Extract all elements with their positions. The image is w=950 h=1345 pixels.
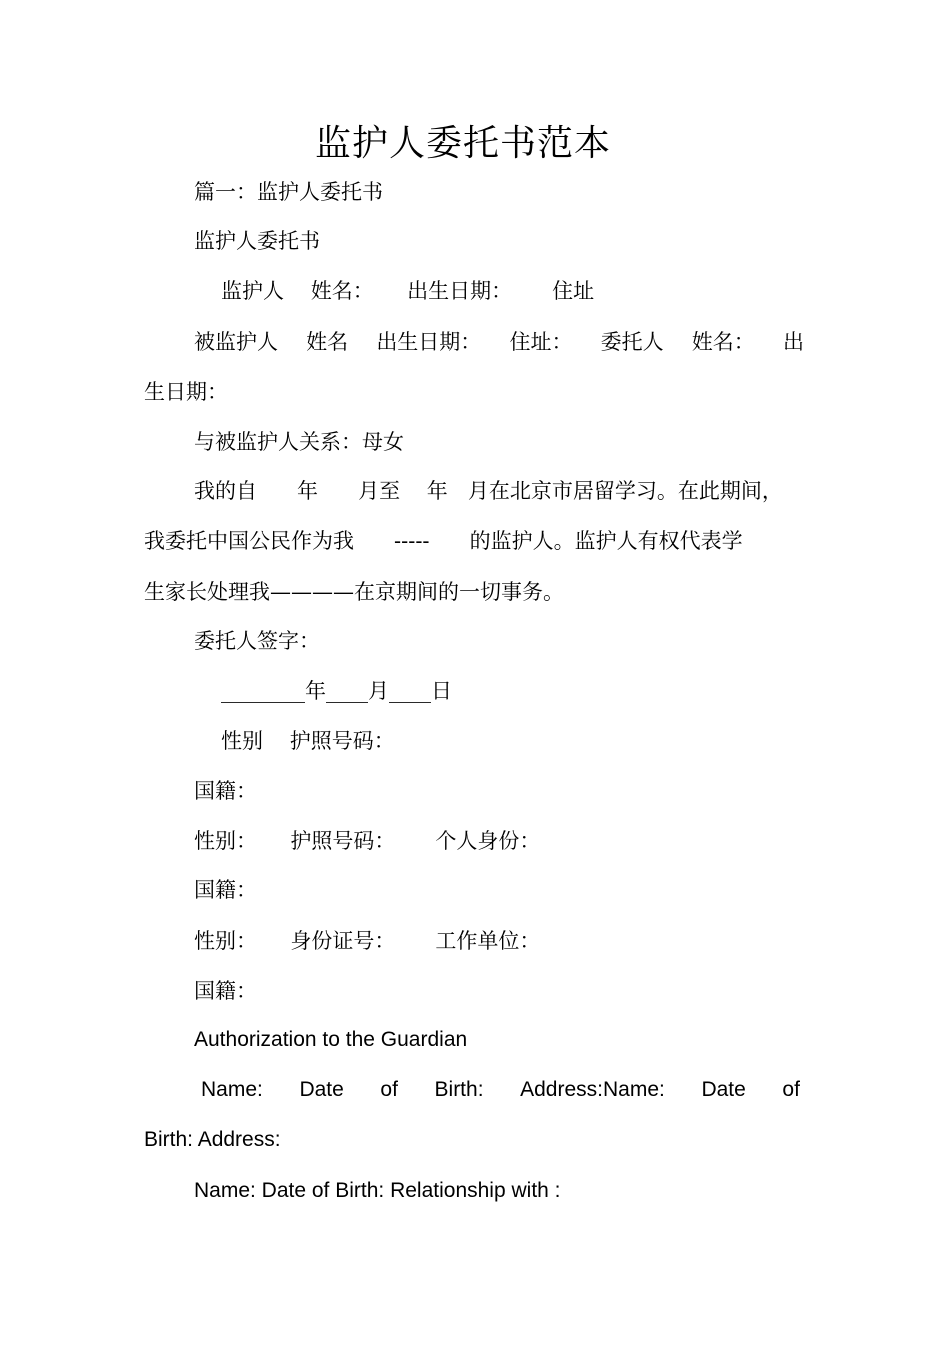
nationality-line: 国籍： <box>194 979 257 1003</box>
relationship-line: 与被监护人关系：母女 <box>194 430 404 454</box>
english-fields-part: Birth: <box>434 1078 484 1101</box>
gender-passport-id-line: 性别： 护照号码： 个人身份： <box>194 829 541 853</box>
ward-fields-part: 委托人 <box>600 330 664 354</box>
english-fields-part: of <box>782 1078 800 1101</box>
nationality-line: 国籍： <box>194 779 257 803</box>
english-fields-part: of <box>380 1078 398 1101</box>
english-fields-line: Name: Date of Birth: Relationship with : <box>194 1179 561 1202</box>
subheading: 监护人委托书 <box>194 229 320 253</box>
ward-fields-part: 住址： <box>509 330 573 354</box>
english-fields-part: Date <box>299 1078 344 1101</box>
english-fields-part: Name: <box>201 1078 263 1101</box>
ward-fields-continued: 生日期： <box>144 380 228 404</box>
english-fields <box>201 1075 800 1105</box>
ward-fields-part: 出 <box>782 330 804 354</box>
gender-passport-line: 性别 护照号码： <box>221 729 395 753</box>
nationality-line: 国籍： <box>194 878 257 902</box>
guardian-fields: 监护人 姓名： 出生日期： 住址 <box>221 279 595 303</box>
body-paragraph-line: 我委托中国公民作为我 ----- 的监护人。监护人有权代表学 <box>144 529 743 553</box>
gender-idnumber-employer-line: 性别： 身份证号： 工作单位： <box>194 929 541 953</box>
ward-fields-part: 姓名： <box>691 330 755 354</box>
section-heading: 篇一：监护人委托书 <box>194 180 383 204</box>
english-fields-part: Address:Name: <box>520 1078 665 1101</box>
body-paragraph-line: 我的自 年 月至 年 月在北京市居留学习。在此期间， <box>194 479 783 503</box>
english-fields-part: Date <box>701 1078 746 1101</box>
signature-label: 委托人签字： <box>194 629 320 653</box>
ward-fields-part: 出生日期： <box>376 330 482 354</box>
english-fields-continued: Birth: Address: <box>144 1128 281 1151</box>
body-paragraph-line: 生家长处理我————在京期间的一切事务。 <box>144 580 564 604</box>
english-heading: Authorization to the Guardian <box>194 1028 468 1051</box>
ward-fields-part: 被监护人 <box>194 330 278 354</box>
ward-fields <box>194 327 804 357</box>
document-title: 监护人委托书范本 <box>314 123 611 164</box>
ward-fields-part: 姓名 <box>306 330 349 354</box>
date-line: ________年____月____日 <box>221 679 452 703</box>
